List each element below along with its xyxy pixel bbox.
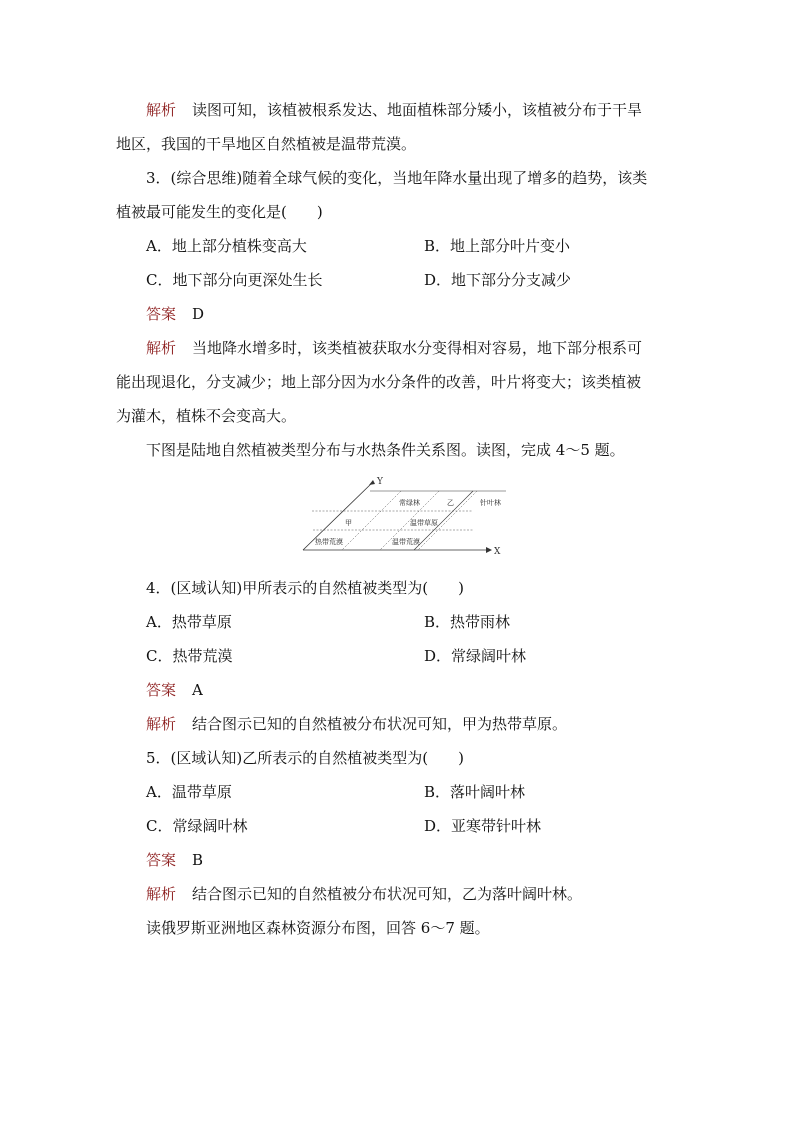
q4-option-d: D．常绿阔叶林	[424, 647, 527, 665]
q3-answer	[146, 304, 204, 324]
analysis-label: 解析	[146, 885, 177, 903]
q3-answer-value: D	[192, 305, 205, 323]
q3-stem-line-2: 植被最可能发生的变化是( )	[116, 203, 323, 221]
q4-answer	[146, 680, 203, 700]
q4-analysis	[146, 714, 567, 734]
q5-option-d: D．亚寒带针叶林	[424, 817, 542, 835]
q5-option-c: C．常绿阔叶林	[146, 817, 248, 835]
q2-analysis-line-1	[146, 100, 642, 120]
answer-label: 答案	[146, 305, 177, 323]
analysis-label: 解析	[146, 339, 177, 357]
q5-analysis	[146, 884, 582, 904]
q5-answer	[146, 850, 203, 870]
cell-jia: 甲	[345, 519, 352, 527]
q5-analysis-text: 结合图示已知的自然植被分布状况可知，乙为落叶阔叶林。	[192, 885, 583, 903]
cell-coniferous-forest: 针叶林	[480, 499, 501, 507]
q3-analysis-text-1: 当地降水增多时，该类植被获取水分变得相对容易，地下部分根系可	[192, 339, 643, 357]
intro-4-5: 下图是陆地自然植被类型分布与水热条件关系图。读图，完成 4～5 题。	[146, 441, 625, 459]
vegetation-distribution-diagram	[296, 474, 506, 560]
q3-option-c: C．地下部分向更深处生长	[146, 271, 323, 289]
cell-evergreen-forest: 常绿林	[399, 499, 420, 507]
y-axis-label: Y	[377, 477, 383, 487]
y-axis-arrow	[369, 480, 375, 485]
q3-analysis-line-2: 能出现退化，分支减少；地上部分因为水分条件的改善，叶片将变大；该类植被	[116, 373, 642, 391]
q3-analysis-line-3: 为灌木，植株不会变高大。	[116, 407, 297, 425]
q3-analysis-line-1	[146, 338, 642, 358]
q4-option-b: B．热带雨林	[424, 613, 511, 631]
cell-temperate-desert: 温带荒漠	[392, 538, 420, 546]
q3-option-b: B．地上部分叶片变小	[424, 237, 571, 255]
cell-tropical-desert: 热带荒漠	[315, 538, 343, 546]
analysis-label: 解析	[146, 715, 177, 733]
q4-answer-value: A	[192, 681, 203, 699]
cell-yi: 乙	[447, 499, 454, 507]
q5-option-b: B．落叶阔叶林	[424, 783, 526, 801]
q5-answer-value: B	[192, 851, 204, 869]
answer-label: 答案	[146, 851, 177, 869]
q2-analysis-text-1: 读图可知，该植被根系发达、地面植株部分矮小，该植被分布于干旱	[192, 101, 643, 119]
q3-option-a: A．地上部分植株变高大	[146, 237, 307, 255]
cell-temperate-grassland: 温带草原	[410, 519, 438, 527]
q3-option-d: D．地下部分分支减少	[424, 271, 572, 289]
analysis-label: 解析	[146, 101, 177, 119]
q5-stem: 5．(区域认知)乙所表示的自然植被类型为( )	[146, 749, 464, 767]
q3-stem-line-1: 3．(综合思维)随着全球气候的变化，当地年降水量出现了增多的趋势，该类	[146, 169, 648, 187]
q4-option-c: C．热带荒漠	[146, 647, 233, 665]
answer-label: 答案	[146, 681, 177, 699]
x-axis-label: X	[494, 547, 501, 557]
q5-option-a: A．温带草原	[146, 783, 232, 801]
intro-6-7: 读俄罗斯亚洲地区森林资源分布图，回答 6～7 题。	[146, 919, 490, 937]
q2-analysis-line-2: 地区，我国的干旱地区自然植被是温带荒漠。	[116, 135, 417, 153]
x-axis-arrow	[486, 547, 492, 553]
q4-analysis-text: 结合图示已知的自然植被分布状况可知，甲为热带草原。	[192, 715, 568, 733]
q4-option-a: A．热带草原	[146, 613, 232, 631]
q4-stem: 4．(区域认知)甲所表示的自然植被类型为( )	[146, 579, 464, 597]
